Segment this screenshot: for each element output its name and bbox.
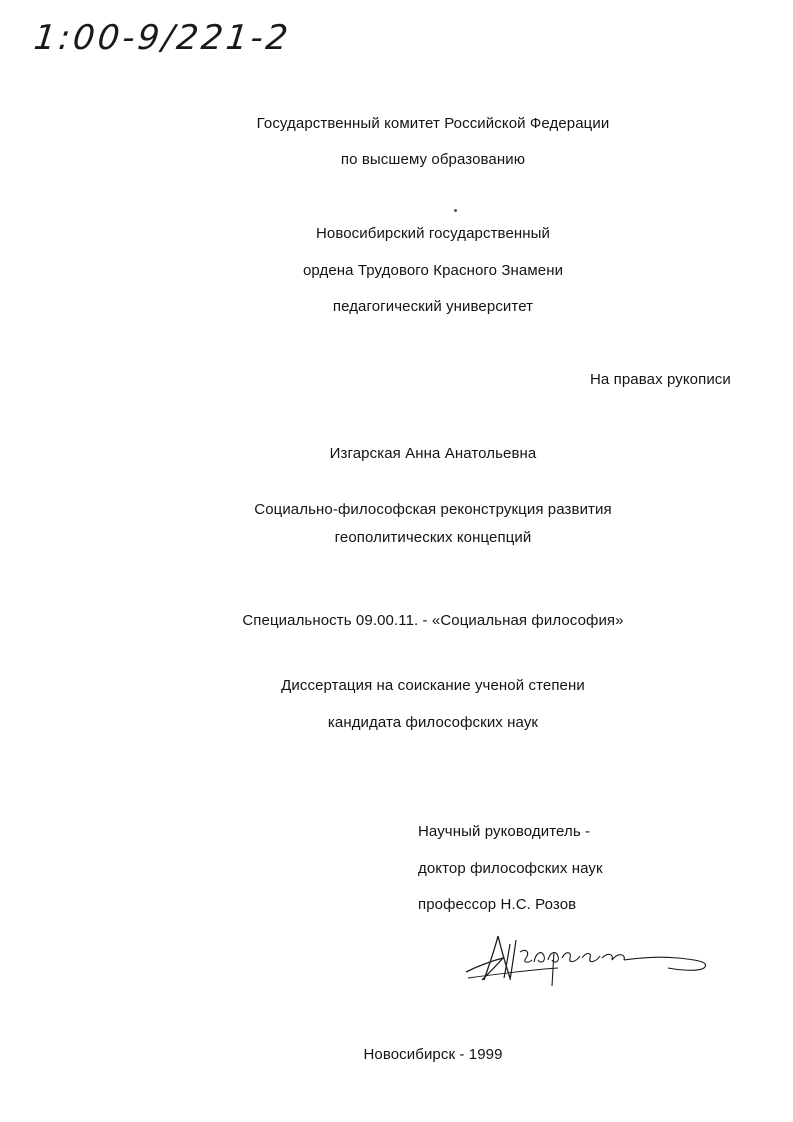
supervisor-line-2: доктор философских наук: [418, 860, 603, 877]
supervisor-line-1: Научный руководитель -: [418, 823, 591, 840]
committee-line-2: по высшему образованию: [340, 151, 526, 168]
scan-speck: [454, 209, 457, 212]
manuscript-rights: На правах рукописи: [590, 371, 731, 388]
degree-line-2: кандидата философских наук: [327, 714, 539, 731]
supervisor-line-3: профессор Н.С. Розов: [418, 896, 577, 913]
university-line-3: педагогический университет: [332, 298, 534, 315]
degree-line-1: Диссертация на соискание ученой степени: [281, 677, 585, 694]
place-and-year: Новосибирск - 1999: [363, 1046, 503, 1063]
committee-line-1: Государственный комитет Российской Федерации: [256, 115, 610, 132]
university-line-2: ордена Трудового Красного Знамени: [302, 262, 564, 279]
specialty: Специальность 09.00.11. - «Социальная философия»: [242, 612, 624, 629]
author-name: Изгарская Анна Анатольевна: [329, 445, 537, 462]
signature: [458, 922, 718, 992]
dissertation-title-line-2: геополитических концепций: [334, 529, 532, 546]
university-line-1: Новосибирский государственный: [315, 225, 551, 242]
dissertation-title-line-1: Социально-философская реконструкция развития: [254, 501, 612, 518]
archive-mark: 1:00-9/221-2: [31, 18, 293, 58]
